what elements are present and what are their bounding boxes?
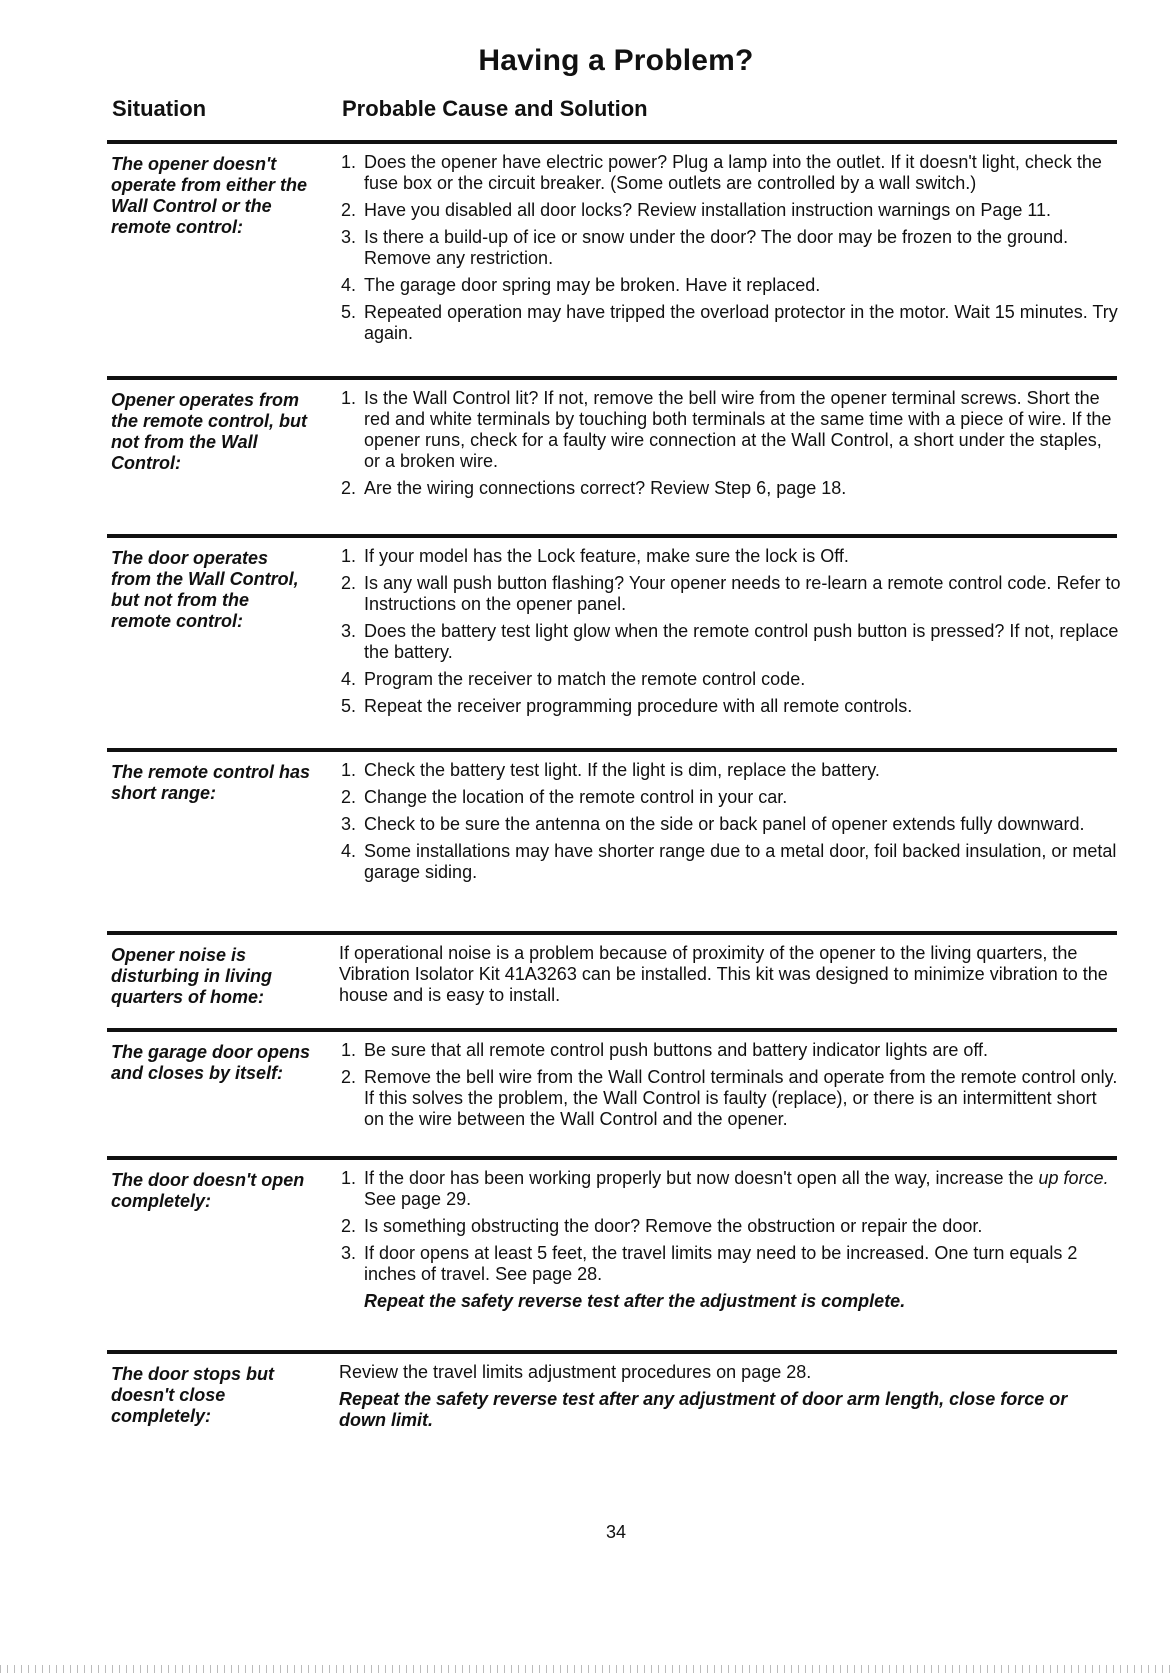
list-item: 3. Is there a build-up of ice or snow under the door? The door may be frozen to the ground. Remove any restriction. bbox=[341, 227, 1069, 268]
solution-block bbox=[341, 546, 1121, 723]
list-item: 2. Are the wiring connections correct? Review Step 6, page 18. bbox=[341, 478, 847, 498]
situation-label: The opener doesn't operate from either the Wall Control or the remote control: bbox=[111, 154, 308, 237]
solution-block bbox=[341, 388, 1121, 505]
solution-block bbox=[341, 760, 1121, 889]
list-item: 1. If your model has the Lock feature, make sure the lock is Off. bbox=[341, 546, 849, 566]
solution-list bbox=[341, 546, 1121, 717]
situation-label: The door doesn't open completely: bbox=[111, 1170, 305, 1211]
list-item: 5. Repeat the receiver programming procedure with all remote controls. bbox=[341, 696, 913, 716]
emphasis-text: up force. bbox=[1038, 1168, 1109, 1188]
solution-list bbox=[341, 388, 1121, 499]
problem-section bbox=[107, 748, 1117, 882]
situation-label: The door operates from the Wall Control, but not from the remote control: bbox=[111, 548, 299, 631]
solution-block bbox=[339, 943, 1119, 1012]
list-item: 1. Is the Wall Control lit? If not, remove the bell wire from the opener terminal screws. Short the red and white terminals by touching both terminals at the same time with a piece of wire. If the opener runs, check for a faulty wire connection at the Wall Control, a short under the staples, or a broken wire. bbox=[341, 388, 1112, 471]
list-item: 2. Change the location of the remote control in your car. bbox=[341, 787, 788, 807]
list-item: 4. Program the receiver to match the remote control code. bbox=[341, 669, 806, 689]
list-item: 1. Be sure that all remote control push buttons and battery indicator lights are off. bbox=[341, 1040, 989, 1060]
list-item: 2. Is any wall push button flashing? Your opener needs to re-learn a remote control code. Refer to Instructions on the opener panel. bbox=[341, 573, 1121, 614]
solution-list bbox=[341, 152, 1121, 344]
problem-section bbox=[107, 534, 1121, 716]
solution-block bbox=[341, 1040, 1121, 1136]
situation-label: Opener noise is disturbing in living quarters of home: bbox=[111, 945, 272, 1007]
safety-note: Repeat the safety reverse test after the adjustment is complete. bbox=[364, 1291, 906, 1311]
list-item: 4. Some installations may have shorter range due to a metal door, foil backed insulation, or metal garage siding. bbox=[341, 841, 1117, 882]
cause-column-heading: Probable Cause and Solution bbox=[342, 96, 648, 121]
solution-list bbox=[341, 1168, 1121, 1312]
list-item: 1. Does the opener have electric power? Plug a lamp into the outlet. If it doesn't light, check the fuse box or the circuit breaker. (Some outlets are controlled by a wall switch.) bbox=[341, 152, 1102, 193]
list-item: 2. Have you disabled all door locks? Review installation instruction warnings on Page 11. bbox=[341, 200, 1052, 220]
solution-block bbox=[341, 1168, 1121, 1318]
list-item: 4. The garage door spring may be broken. Have it replaced. bbox=[341, 275, 821, 295]
situation-label: Opener operates from the remote control, but not from the Wall Control: bbox=[111, 390, 308, 473]
list-item: 3. If door opens at least 5 feet, the travel limits may need to be increased. One turn equals 2 inches of travel. See page 28. bbox=[341, 1243, 1078, 1284]
page-title: Having a Problem? bbox=[478, 44, 754, 77]
solution-list bbox=[341, 760, 1121, 883]
page-number: 34 bbox=[605, 1522, 627, 1542]
problem-section bbox=[107, 1156, 1117, 1311]
solution-paragraph: If operational noise is a problem because of proximity of the opener to the living quarters, the Vibration Isolator Kit 41A3263 can be installed. This kit was designed to minimize vibration to the house and is easy to install. bbox=[339, 943, 1108, 1005]
list-item: 2. Is something obstructing the door? Remove the obstruction or repair the door. bbox=[341, 1216, 983, 1236]
problem-section bbox=[107, 140, 1118, 343]
problem-section bbox=[107, 1350, 1117, 1430]
list-item: 3. Does the battery test light glow when the remote control push button is pressed? If not, replace the battery. bbox=[341, 621, 1119, 662]
problem-section bbox=[107, 931, 1117, 1007]
solution-block bbox=[341, 152, 1121, 350]
list-item: 1. If the door has been working properly but now doesn't open all the way, increase the up force. See page 29. bbox=[341, 1168, 1109, 1209]
safety-note: Repeat the safety reverse test after any adjustment of door arm length, close force or down limit. bbox=[339, 1389, 1068, 1430]
scan-edge bbox=[0, 1665, 1175, 1673]
situation-label: The door stops but doesn't close completely: bbox=[111, 1364, 274, 1426]
solution-list bbox=[341, 1040, 1121, 1130]
problem-section bbox=[107, 1028, 1118, 1129]
problem-section bbox=[107, 376, 1117, 498]
list-item: 5. Repeated operation may have tripped the overload protector in the motor. Wait 15 minutes. Try again. bbox=[341, 302, 1118, 343]
list-item: 3. Check to be sure the antenna on the side or back panel of opener extends fully downward. bbox=[341, 814, 1085, 834]
situation-label: The remote control has short range: bbox=[111, 762, 311, 803]
situation-column-heading: Situation bbox=[112, 96, 207, 121]
solution-paragraph: Review the travel limits adjustment procedures on page 28. bbox=[339, 1362, 812, 1382]
solution-block bbox=[339, 1362, 1119, 1437]
list-item: 1. Check the battery test light. If the light is dim, replace the battery. bbox=[341, 760, 880, 780]
list-item: 2. Remove the bell wire from the Wall Control terminals and operate from the remote control only. If this solves the problem, the Wall Control is faulty (replace), or there is an intermittent short on the wire between the Wall Control and the opener. bbox=[341, 1067, 1118, 1129]
situation-label: The garage door opens and closes by itself: bbox=[111, 1042, 311, 1083]
